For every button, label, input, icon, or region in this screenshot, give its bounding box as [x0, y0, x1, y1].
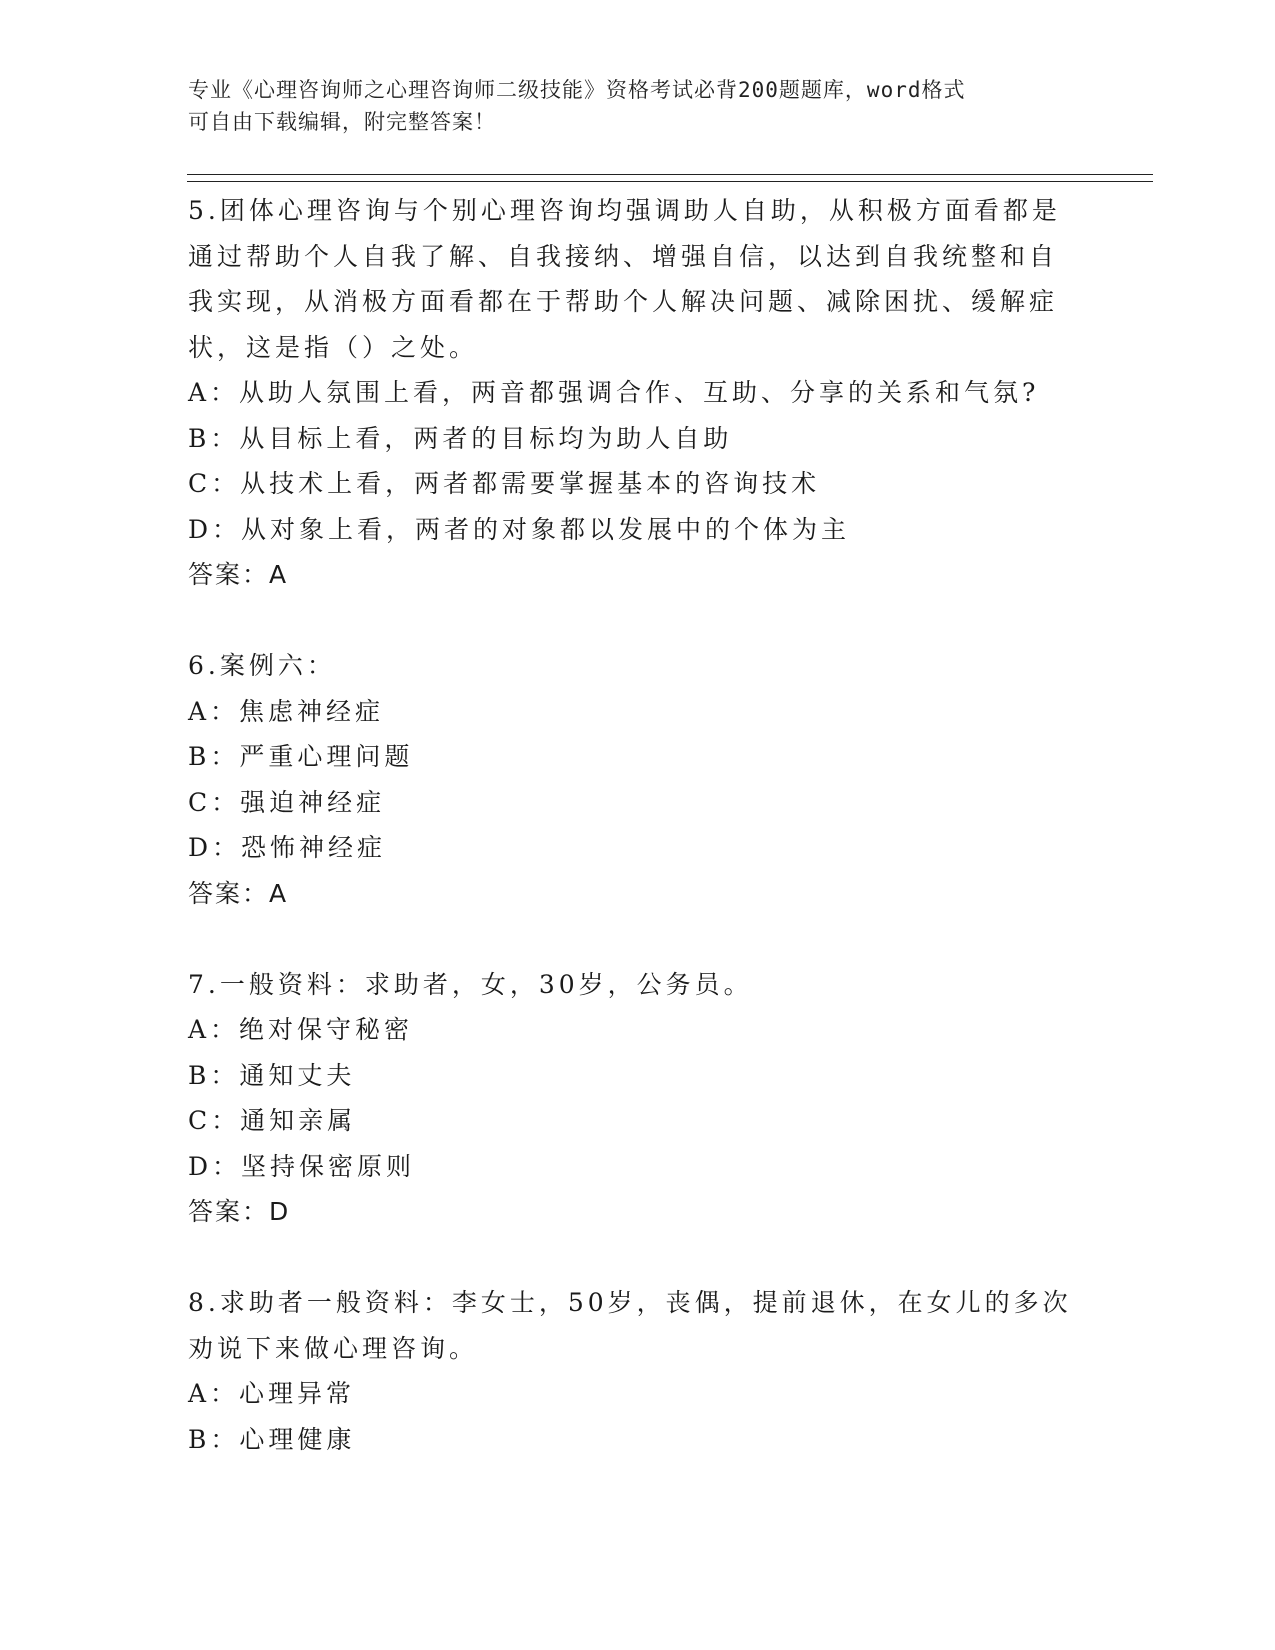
question-list	[188, 188, 1072, 1462]
spacer	[188, 598, 1068, 644]
question-stem: 6.案例六：	[188, 651, 336, 680]
question-block	[188, 962, 1068, 1235]
header-line: 专业《心理咨询师之心理咨询师二级技能》资格考试必背200题题库，word格式	[188, 78, 966, 102]
question-stem: 8.求助者一般资料：李女士，50岁，丧偶，提前退休，在女儿的多次	[188, 1288, 1072, 1317]
header-divider	[187, 174, 1153, 175]
question-block	[188, 1280, 1072, 1462]
answer-text: 答案：D	[188, 1197, 291, 1226]
answer-text: 答案：A	[188, 560, 289, 589]
option-a: A：绝对保守秘密	[188, 1015, 414, 1044]
option-a: A：焦虑神经症	[188, 696, 385, 726]
header-line: 可自由下载编辑，附完整答案！	[188, 110, 496, 134]
answer-text: 答案：A	[188, 878, 289, 908]
option-c: C：强迫神经症	[188, 787, 386, 817]
question-stem: 5.团体心理咨询与个别心理咨询均强调助人自助，从积极方面看都是	[188, 196, 1061, 225]
header-divider	[187, 181, 1153, 182]
spacer	[188, 1235, 1068, 1281]
option-a: A：从助人氛围上看，两音都强调合作、互助、分享的关系和气氛?	[188, 378, 1040, 407]
option-d: D：坚持保密原则	[188, 1151, 416, 1181]
question-stem: 7.一般资料：求助者，女，30岁，公务员。	[188, 969, 753, 999]
option-b: B：从目标上看，两者的目标均为助人自助	[188, 423, 733, 453]
question-block	[188, 188, 1068, 598]
option-b: B：心理健康	[188, 1424, 356, 1454]
option-d: D：从对象上看，两者的对象都以发展中的个体为主	[188, 514, 851, 544]
option-b: B：严重心理问题	[188, 742, 414, 771]
question-stem: 我实现，从消极方面看都在于帮助个人解决问题、减除困扰、缓解症	[188, 287, 1059, 316]
option-d: D：恐怖神经症	[188, 833, 387, 862]
question-block	[188, 643, 1068, 916]
document-header	[188, 74, 1068, 138]
option-b: B：通知丈夫	[188, 1060, 356, 1090]
option-c: C：通知亲属	[188, 1106, 357, 1135]
question-stem: 状，这是指（）之处。	[188, 332, 479, 362]
spacer	[188, 916, 1068, 962]
question-stem: 劝说下来做心理咨询。	[188, 1333, 479, 1363]
question-stem: 通过帮助个人自我了解、自我接纳、增强自信，以达到自我统整和自	[188, 241, 1059, 271]
option-c: C：从技术上看，两者都需要掌握基本的咨询技术	[188, 469, 821, 498]
option-a: A：心理异常	[188, 1379, 356, 1408]
